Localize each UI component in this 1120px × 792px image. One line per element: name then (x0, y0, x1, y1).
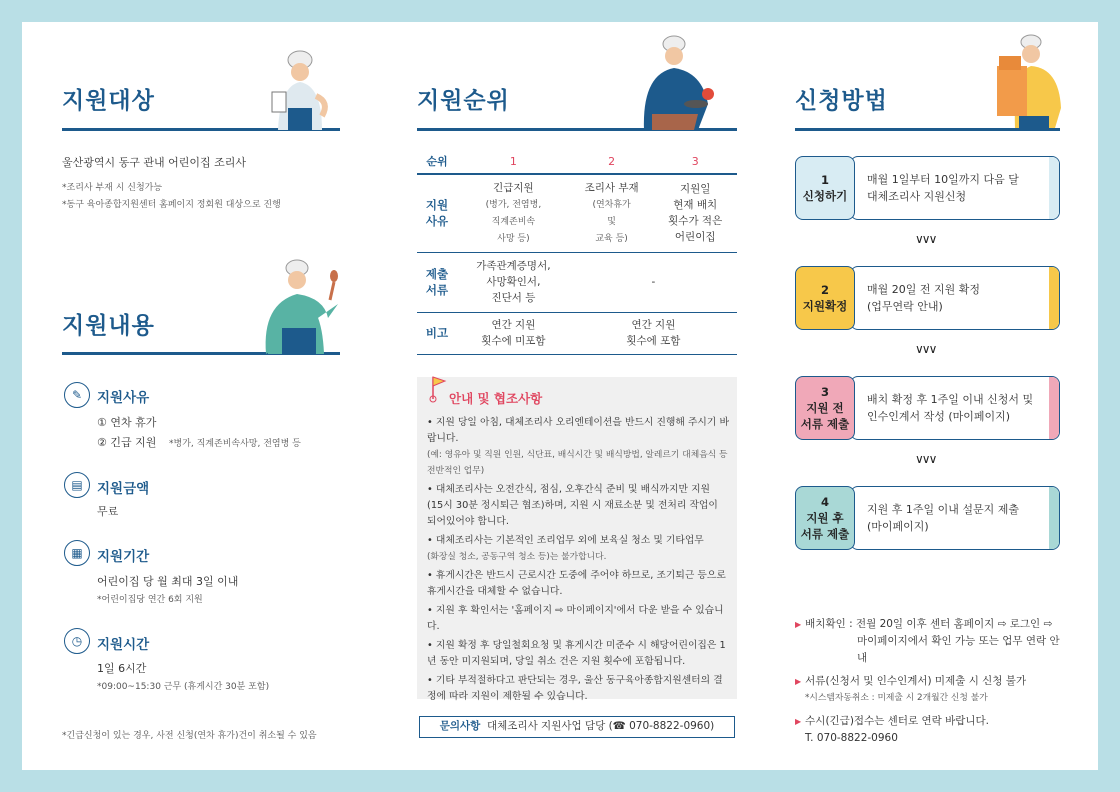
reason-2: ② 긴급 지원 (97, 436, 157, 449)
step-label: 지원 후 (806, 511, 844, 525)
note-text: 서류(신청서 및 인수인계서) 미제출 시 신청 불가 (805, 675, 1027, 687)
list-item: • 대체조리사는 기본적인 조리업무 외에 보육실 청소 및 기타업무 (화장실 청소, 공동구역 청소 등)는 불가합니다. (427, 535, 704, 562)
contact-box (419, 716, 735, 738)
table-row (417, 174, 737, 252)
step-2-badge (795, 266, 855, 330)
cell-text: 교육 등) (595, 233, 628, 244)
cell-text: 진단서 등 (491, 292, 536, 304)
note-subtext: *시스템자동취소 : 미제출 시 2개월간 신청 불가 (805, 693, 988, 703)
amount-title: 지원금액 (97, 481, 150, 497)
step-label: 신청하기 (802, 189, 848, 203)
notice-subtext: (예: 영유아 및 직원 인원, 식단표, 배식시간 및 배식방법, 알레르기 대체음식 등 전반적인 업무) (427, 450, 728, 476)
chef-with-spoon-illustration (242, 258, 342, 354)
row-label-text: 사유 (425, 214, 449, 229)
contact-text: 대체조리사 지원사업 담당 (☎ 070-8822-0960) (487, 720, 715, 732)
step-line: 인수인계서 작성 (마이페이지) (867, 410, 1011, 423)
step-4-body (850, 486, 1060, 550)
title-support-target: 지원대상 (62, 88, 155, 114)
step-2-body (850, 266, 1060, 330)
triangle-bullet-icon: ▶ (795, 717, 802, 726)
step-number: 3 (820, 385, 829, 399)
list-item: • 휴게시간은 반드시 근로시간 도중에 주어야 하므로, 조기퇴근 등으로 휴게시간을 대체할 수 없습니다. (427, 570, 726, 597)
step-label: 서류 제출 (800, 417, 850, 431)
chef-with-boxes-illustration (985, 32, 1065, 130)
step-line: 대체조리사 지원신청 (867, 190, 967, 203)
cell-text: 연간 지원 (491, 319, 536, 331)
table-row (417, 150, 737, 174)
notice-text: 대체조리사는 오전간식, 점심, 오후간식 준비 및 배식까지만 지원 (15시 30분 정시퇴근 협조)하며, 지원 시 재료소분 및 전처리 작업이 되어있어야 합니다. (427, 484, 718, 527)
list-item: • 지원 당일 아침, 대체조리사 오리엔테이션을 반드시 진행해 주시기 바랍니다. (예: 영유아 및 직원 인원, 식단표, 배식시간 및 배식방법, 알레르기 대체음식 등 전반적인 업무) (427, 417, 729, 476)
chevron-down-icon: ∨∨∨ (915, 232, 936, 246)
notice-box (417, 377, 737, 702)
calendar-icon: ▦ (64, 540, 90, 566)
title-support-content: 지원내용 (62, 313, 155, 339)
time-note: *09:00~15:30 근무 (휴게시간 30분 포함) (97, 682, 270, 692)
title-application-method: 신청방법 (795, 88, 888, 114)
cell-text: 긴급지원 (493, 181, 534, 194)
step-label: 지원 전 (806, 401, 844, 415)
column-support-target (62, 22, 342, 770)
amount-text: 무료 (97, 505, 119, 518)
step-1-body (850, 156, 1060, 220)
table-header-rank: 순위 (417, 150, 457, 174)
cell-text: (연차휴가 (592, 199, 631, 210)
step-1 (795, 156, 1060, 220)
step-3-text (867, 377, 1045, 439)
rank-1: 1 (457, 150, 570, 174)
cell-text: 사망 등) (497, 233, 530, 244)
target-note-1: *조리사 부재 시 신청가능 (62, 183, 163, 193)
time-title: 지원시간 (97, 637, 150, 653)
table-cell (653, 174, 737, 252)
step-tab (1049, 157, 1059, 219)
rank-2: 2 (570, 150, 654, 174)
reason-title: 지원사유 (97, 390, 150, 406)
table-cell (457, 252, 570, 312)
list-item: • 지원 후 확인서는 '홈페이지 ⇨ 마이페이지'에서 다운 받을 수 있습니다. (427, 605, 724, 632)
notice-subtext: (화장실 청소, 공동구역 청소 등)는 불가합니다. (427, 552, 607, 562)
cell-text: 가족관계증명서, (476, 260, 551, 272)
cell-text: 지원일 (679, 183, 711, 196)
note-text: 배치확인 : 전월 20일 이후 센터 홈페이지 ⇨ 로그인 ⇨ (805, 618, 1053, 630)
table-cell: - (570, 252, 737, 312)
rank-3: 3 (653, 150, 737, 174)
triangle-bullet-icon: ▶ (795, 620, 802, 629)
notice-text: 지원 확정 후 당일철회요청 및 휴게시간 미준수 시 해당어린이집은 1년 동안 미지원되며, 당일 취소 건은 지원 횟수에 포함됩니다. (427, 640, 726, 667)
row-label-text: 제출 (425, 267, 449, 281)
table-row (417, 252, 737, 312)
cell-text: 및 (607, 216, 616, 227)
brochure-sheet (22, 22, 1098, 770)
cell-text: (병가, 전염병, (485, 199, 542, 210)
step-line: 매월 1일부터 10일까지 다음 달 (867, 173, 1019, 186)
column-support-priority (417, 22, 737, 770)
list-item (795, 616, 1065, 633)
target-text: 울산광역시 동구 관내 어린이집 조리사 (62, 156, 247, 169)
chef-with-pan-illustration (622, 34, 732, 130)
list-item: • 기타 부적절하다고 판단되는 경우, 울산 동구육아종합지원센터의 결정에 따라 지원이 제한될 수 있습니다. (427, 675, 723, 702)
table-cell (457, 174, 570, 252)
notice-text: 지원 당일 아침, 대체조리사 오리엔테이션을 반드시 진행해 주시기 바랍니다. (427, 417, 729, 444)
footnote: *긴급신청이 있는 경우, 사전 신청(연차 휴가)건이 취소될 수 있음 (62, 731, 317, 741)
table-cell (570, 312, 737, 354)
step-4-text (867, 487, 1045, 549)
step-label: 지원확정 (802, 299, 848, 313)
step-2 (795, 266, 1060, 330)
step-4 (795, 486, 1060, 550)
step-number: 2 (820, 283, 829, 297)
step-3 (795, 376, 1060, 440)
chevron-down-icon: ∨∨∨ (915, 342, 936, 356)
cell-text: 횟수에 미포함 (481, 335, 546, 347)
reason-2-note: *병가, 직계존비속사망, 전염병 등 (169, 439, 301, 449)
notice-text: 휴게시간은 반드시 근로시간 도중에 주어야 하므로, 조기퇴근 등으로 휴게시간을 대체할 수 없습니다. (427, 570, 726, 597)
step-4-badge (795, 486, 855, 550)
period-title: 지원기간 (97, 549, 150, 565)
step-3-body (850, 376, 1060, 440)
triangle-bullet-icon: ▶ (795, 677, 802, 686)
cell-text: 사망확인서, (486, 276, 541, 288)
application-notes (795, 616, 1065, 747)
note-continuation: 마이페이지에서 확인 가능 또는 업무 연락 안내 (857, 635, 1060, 664)
step-line: 매월 20일 전 지원 확정 (867, 283, 980, 296)
step-tab (1049, 267, 1059, 329)
table-cell (457, 312, 570, 354)
note-text: 수시(긴급)접수는 센터로 연락 바랍니다. (805, 715, 989, 727)
clock-icon: ◷ (64, 628, 90, 654)
priority-table (417, 150, 737, 355)
table-cell (570, 174, 654, 252)
step-tab (1049, 377, 1059, 439)
step-number: 1 (820, 173, 829, 187)
cell-text: 횟수에 포함 (626, 335, 681, 347)
cell-text: 연간 지원 (631, 319, 676, 331)
cell-text: 현재 배치 (673, 199, 718, 212)
notice-text: 기타 부적절하다고 판단되는 경우, 울산 동구육아종합지원센터의 결정에 따라 지원이 제한될 수 있습니다. (427, 675, 723, 702)
step-label: 서류 제출 (800, 527, 850, 541)
step-1-text (867, 157, 1045, 219)
step-2-text (867, 267, 1045, 329)
cell-text: 횟수가 적은 (668, 215, 723, 228)
chef-with-menu-illustration (242, 36, 342, 130)
cell-text: 조리사 부재 (584, 181, 639, 194)
target-note-2: *동구 육아종합지원센터 홈페이지 정회원 대상으로 진행 (62, 200, 281, 210)
note-phone: T. 070-8822-0960 (805, 732, 898, 744)
step-3-badge (795, 376, 855, 440)
notice-text: 대체조리사는 기본적인 조리업무 외에 보육실 청소 및 기타업무 (435, 535, 704, 546)
notice-title: 안내 및 협조사항 (449, 391, 543, 406)
step-number: 4 (820, 495, 829, 509)
row-label-reason (417, 174, 457, 252)
row-label-docs (417, 252, 457, 312)
step-line: 배치 확정 후 1주일 이내 신청서 및 (867, 393, 1034, 406)
chevron-down-icon: ∨∨∨ (915, 452, 936, 466)
list-item: • 지원 확정 후 당일철회요청 및 휴게시간 미준수 시 해당어린이집은 1년 동안 미지원되며, 당일 취소 건은 지원 횟수에 포함됩니다. (427, 640, 726, 667)
cell-text: 어린이집 (674, 231, 716, 244)
step-line: (마이페이지) (867, 520, 929, 533)
notice-list (427, 415, 729, 708)
step-line: (업무연락 안내) (867, 300, 943, 313)
row-label-text: 지원 (425, 198, 449, 213)
cell-text: 직계존비속 (491, 216, 536, 227)
period-note: *어린이집당 연간 6회 지원 (97, 595, 203, 605)
period-text: 어린이집 당 월 최대 3일 이내 (97, 575, 239, 588)
step-line: 지원 후 1주일 이내 설문지 제출 (867, 503, 1019, 516)
list-item (795, 713, 1065, 730)
column-application-method (795, 22, 1063, 770)
notice-text: 지원 후 확인서는 '홈페이지 ⇨ 마이페이지'에서 다운 받을 수 있습니다. (427, 605, 724, 632)
list-item (795, 673, 1065, 690)
reason-icon: ✎ (64, 382, 90, 408)
reason-1: ① 연차 휴가 (97, 416, 157, 429)
contact-label: 문의사항 (439, 720, 481, 732)
row-label-text: 서류 (425, 283, 449, 297)
table-row (417, 312, 737, 354)
document-icon: ▤ (64, 472, 90, 498)
megaphone-flag-icon (427, 373, 449, 403)
list-item: • 대체조리사는 오전간식, 점심, 오후간식 준비 및 배식까지만 지원 (15시 30분 정시퇴근 협조)하며, 지원 시 재료소분 및 전처리 작업이 되어있어야 합니다. (427, 484, 718, 527)
step-1-badge (795, 156, 855, 220)
title-support-priority: 지원순위 (417, 88, 510, 114)
time-text: 1일 6시간 (97, 662, 147, 675)
step-tab (1049, 487, 1059, 549)
row-label-note: 비고 (417, 312, 457, 354)
